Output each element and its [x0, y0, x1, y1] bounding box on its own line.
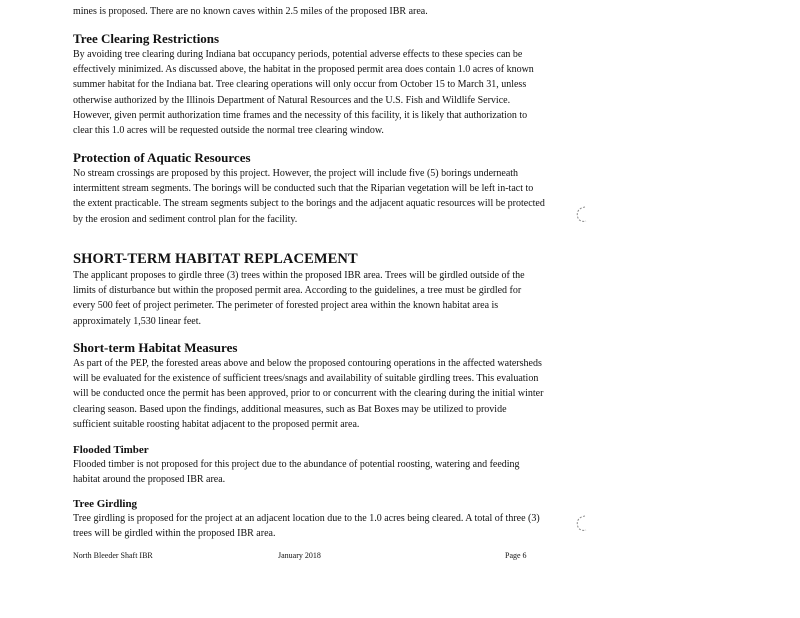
heading-tree-clearing: Tree Clearing Restrictions: [73, 31, 220, 46]
top-fragment: mines is proposed. There are no known caves within 2.5 miles of the proposed IBR area.: [73, 6, 428, 17]
paragraph-measures: As part of the PEP, the forested areas above and below the proposed contouring operations in the affected watersheds will be evaluated for the existence of sufficient trees/snags and availability of suitable girdling trees. This evaluation will be conducted once the permit has been approved, prior to or concurrent with the clearing during the initial winter clearing season. Based upon the findings, additional measures, such as Bat Boxes may be utilized to provide sufficient suitable roosting habitat adjacent to the proposed permit area.: [73, 358, 544, 430]
paragraph-short-term: The applicant proposes to girdle three (3) trees within the proposed IBR area. Trees will be girdled outside of the limits of disturbance but within the proposed permit area. According to the guidelines, a tree must be girdled for every 500 feet of project perimeter. The perimeter of forested project area within the known habitat area is approximately 1,530 linear feet.: [73, 270, 525, 327]
revision-mark-icon: [574, 514, 588, 532]
revision-mark-icon: [574, 205, 588, 223]
footer-title: North Bleeder Shaft IBR: [73, 551, 153, 560]
heading-aquatic: Protection of Aquatic Resources: [73, 150, 251, 165]
paragraph-tree-clearing: By avoiding tree clearing during Indiana bat occupancy periods, potential adverse effects to these species can be effectively minimized. As discussed above, the habitat in the proposed permit area does contain 1.0 acres of known summer habitat for the Indiana bat. Tree clearing operations will only occur from October 15 to March 31, unless otherwise authorized by the Illinois Department of Natural Resources and the U.S. Fish and Wildlife Service. However, given permit authorization time frames and the necessity of this facility, it is likely that authorization to clear this 1.0 acres will be requested outside the normal tree clearing window.: [73, 49, 534, 137]
paragraph-aquatic: No stream crossings are proposed by this project. However, the project will include five (5) borings underneath intermittent stream segments. The borings will be conducted such that the Riparian vegetation will be left in-tact to the extent practicable. The stream segments subject to the borings and the adjacent aquatic resources will be protected by the erosion and sediment control plan for the facility.: [73, 168, 545, 225]
paragraph-girdling: Tree girdling is proposed for the project at an adjacent location due to the 1.0 acres being cleared. A total of three (3) trees will be girdled within the proposed IBR area.: [73, 513, 540, 540]
heading-girdling: Tree Girdling: [73, 498, 138, 510]
heading-measures: Short-term Habitat Measures: [73, 340, 238, 355]
paragraph-flooded: Flooded timber is not proposed for this project due to the abundance of potential roosting, watering and feeding habitat around the proposed IBR area.: [73, 459, 520, 486]
heading-flooded: Flooded Timber: [73, 444, 149, 456]
heading-short-term: SHORT-TERM HABITAT REPLACEMENT: [73, 251, 358, 267]
footer-date: January 2018: [278, 551, 321, 560]
footer-page-number: Page 6: [505, 551, 527, 560]
page-footer: [73, 551, 533, 560]
